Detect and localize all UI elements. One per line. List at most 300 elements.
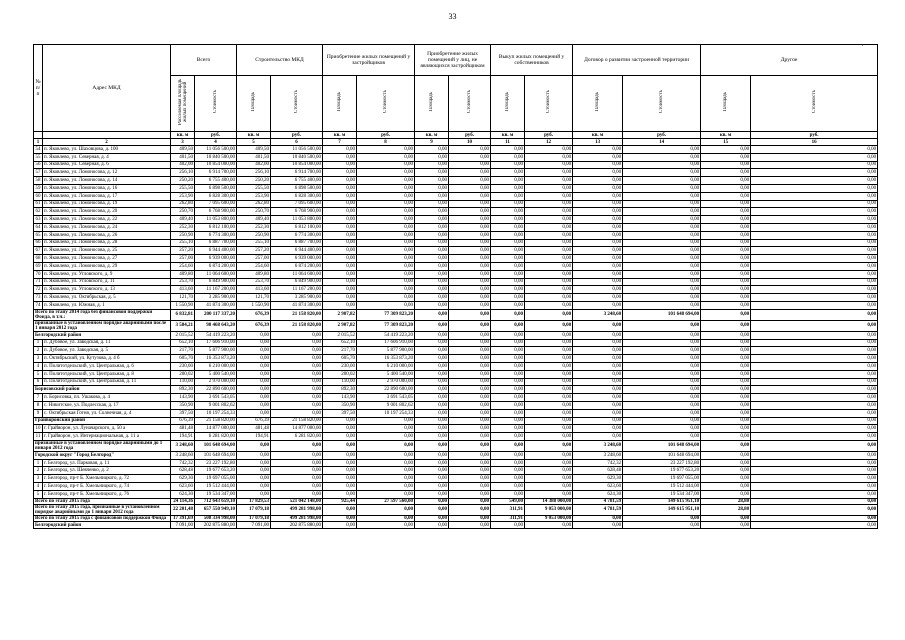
row-address: п. Яковлево, ул. Ломоносова, д. 27 [43, 255, 171, 263]
value-cell: 0,00 [525, 270, 573, 278]
row-label: Всего по этапу 2015 года с финансовой поддержкой Фонда [34, 515, 171, 521]
value-cell: 0,00 [525, 208, 573, 216]
value-cell: 0,00 [237, 347, 271, 355]
value-cell: 0,00 [623, 208, 701, 216]
table-row [34, 370, 878, 378]
value-cell: 19 512 444,00 [195, 483, 237, 491]
table-row [34, 153, 878, 161]
row-number: 72 [35, 287, 41, 293]
value-cell: 413,60 [171, 286, 195, 294]
value-cell: 350,90 [323, 401, 357, 409]
value-cell: 0,00 [449, 425, 491, 433]
row-number: 5 [34, 370, 43, 378]
value-cell: 0,00 [491, 301, 525, 309]
value-cell: 0,00 [701, 177, 751, 185]
value-cell: 0,00 [701, 425, 751, 433]
table-row [34, 401, 878, 409]
header-cost: Стоимость [357, 76, 415, 132]
value-cell: 0,00 [357, 286, 415, 294]
row-label: признанные в установленном порядке аварийными до 1 января 2012 года [34, 440, 171, 451]
value-cell: 0,00 [271, 401, 323, 409]
value-cell: 7 095 600,00 [271, 200, 323, 208]
row-label: Борисовский район [34, 386, 171, 394]
value-cell: 0,00 [415, 440, 449, 451]
value-cell: 2 970 000,00 [357, 378, 415, 386]
value-cell: 0,00 [449, 231, 491, 239]
value-cell: 0,00 [491, 192, 525, 200]
value-cell: 0,00 [573, 270, 623, 278]
value-cell: 19 677 653,20 [195, 467, 237, 475]
row-label: Грайворонский район [34, 417, 171, 425]
value-cell: 6 874 200,00 [195, 262, 237, 270]
value-cell: 19 534 347,00 [623, 490, 701, 498]
value-cell: 0,00 [573, 339, 623, 347]
value-cell: 676,39 [237, 309, 271, 320]
value-cell: 24 114,36 [171, 498, 195, 504]
value-cell: 0,00 [491, 223, 525, 231]
value-cell: 402,00 [237, 161, 271, 169]
value-cell: 0,00 [573, 169, 623, 177]
value-cell: 3 691 543,05 [195, 394, 237, 402]
value-cell: 0,00 [701, 409, 751, 417]
value-cell: 0,00 [491, 417, 525, 425]
value-cell: 23 227 192,80 [623, 459, 701, 467]
value-cell: 0,00 [573, 362, 623, 370]
value-cell: 6 210 000,00 [195, 362, 237, 370]
row-address: п. Яковлево, ул. Южная, д. 1 [43, 301, 171, 309]
value-cell: 0,00 [415, 247, 449, 255]
value-cell: 629,30 [171, 475, 195, 483]
value-cell: 14 877 000,00 [271, 425, 323, 433]
value-cell: 0,00 [751, 394, 878, 402]
value-cell: 0,00 [751, 247, 878, 255]
value-cell: 101 648 694,00 [623, 451, 701, 459]
value-cell: 0,00 [751, 239, 878, 247]
row-address: п. Дубовое, ул. Заводская, д. 5 [43, 347, 171, 355]
value-cell: 19 534 347,00 [195, 490, 237, 498]
row-number: 6 [34, 378, 43, 386]
value-cell: 0,00 [449, 169, 491, 177]
value-cell: 0,00 [415, 467, 449, 475]
value-cell: 0,00 [623, 433, 701, 441]
value-cell: 0,00 [491, 146, 525, 154]
value-cell: 54 419 223,20 [195, 331, 237, 339]
value-cell: 0,00 [751, 515, 878, 521]
header-cost: Стоимость [271, 76, 323, 132]
value-cell: 0,00 [271, 370, 323, 378]
page-mark: . [862, 42, 864, 48]
value-cell: 0,00 [525, 339, 573, 347]
value-cell: 6 812 100,00 [195, 223, 237, 231]
value-cell: 0,00 [415, 475, 449, 483]
column-number-cell: 6 [271, 139, 323, 146]
value-cell: 6 755 400,00 [195, 177, 237, 185]
value-cell: 624,30 [171, 490, 195, 498]
column-number-cell: 8 [357, 139, 415, 146]
value-cell: 499 281 998,00 [271, 504, 323, 515]
value-cell: 200,02 [171, 370, 195, 378]
value-cell: 0,00 [491, 459, 525, 467]
row-number: 61 [35, 201, 41, 207]
value-cell: 0,00 [357, 270, 415, 278]
value-cell: 6 914 700,00 [195, 169, 237, 177]
value-cell: 0,00 [449, 223, 491, 231]
value-cell: 0,00 [449, 498, 491, 504]
value-cell: 0,00 [751, 223, 878, 231]
value-cell: 0,00 [237, 355, 271, 363]
value-cell: 256,10 [237, 169, 271, 177]
value-cell: 0,00 [525, 386, 573, 394]
row-number: 67 [35, 248, 41, 254]
row-address: п. Борисовка, пл. Ушакова, д. 4 [43, 394, 171, 402]
value-cell: 521 042 148,00 [271, 498, 323, 504]
table-row [34, 394, 878, 402]
value-cell: 397,50 [323, 409, 357, 417]
value-cell: 143,90 [171, 394, 195, 402]
value-cell: 0,00 [357, 467, 415, 475]
value-cell: 0,00 [525, 169, 573, 177]
summary-row [34, 320, 878, 331]
value-cell: 0,00 [415, 331, 449, 339]
value-cell: 0,00 [491, 161, 525, 169]
row-number: 1 [34, 459, 43, 467]
table-row [34, 169, 878, 177]
value-cell: 0,00 [751, 270, 878, 278]
value-cell: 252,30 [237, 223, 271, 231]
value-cell: 0,00 [701, 483, 751, 491]
value-cell: 0,00 [323, 161, 357, 169]
value-cell: 0,00 [323, 146, 357, 154]
value-cell: 0,00 [271, 386, 323, 394]
value-cell: 499 281 998,00 [271, 515, 323, 521]
header-group-total: Всего [171, 45, 237, 76]
value-cell: 0,00 [525, 153, 573, 161]
value-cell: 250,70 [171, 208, 195, 216]
value-cell: 742,32 [573, 459, 623, 467]
value-cell: 23 227 192,80 [195, 459, 237, 467]
value-cell: 0,00 [237, 440, 271, 451]
row-number: 59 [35, 185, 41, 191]
value-cell: 0,00 [357, 451, 415, 459]
value-cell: 0,00 [357, 278, 415, 286]
value-cell: 549,00 [491, 498, 525, 504]
value-cell: 0,00 [449, 262, 491, 270]
value-cell: 19 697 055,00 [195, 475, 237, 483]
value-cell: 0,00 [751, 440, 878, 451]
resettlement-table [33, 44, 878, 529]
value-cell: 0,00 [323, 425, 357, 433]
table-row [34, 146, 878, 154]
value-cell: 712 643 659,10 [195, 498, 237, 504]
value-cell: 0,00 [525, 286, 573, 294]
value-cell: 254,60 [171, 262, 195, 270]
value-cell: 0,00 [525, 433, 573, 441]
value-cell: 253,70 [237, 278, 271, 286]
value-cell: 0,00 [525, 309, 573, 320]
value-cell: 4 781,59 [573, 498, 623, 504]
value-cell: 0,00 [271, 451, 323, 459]
value-cell: 0,00 [623, 216, 701, 224]
value-cell: 0,00 [449, 161, 491, 169]
value-cell: 0,00 [237, 370, 271, 378]
value-cell: 0,00 [525, 362, 573, 370]
value-cell: 629,30 [573, 475, 623, 483]
value-cell: 9 053 000,00 [525, 515, 573, 521]
row-address: п. Яковлево, ул. Ломоносова, д. 29 [43, 262, 171, 270]
value-cell: 0,00 [237, 475, 271, 483]
value-cell: 6 939 000,00 [271, 255, 323, 263]
value-cell: 0,00 [323, 475, 357, 483]
value-cell: 17 829,53 [237, 498, 271, 504]
value-cell: 149 615 951,10 [623, 504, 701, 515]
table-row [34, 247, 878, 255]
value-cell: 0,00 [573, 355, 623, 363]
row-address: п. Октябрьский, ул. Кутузова, д. 4 б [43, 355, 171, 363]
value-cell: 1 550,90 [171, 301, 195, 309]
value-cell: 0,00 [701, 440, 751, 451]
row-number: 65 [35, 232, 41, 238]
value-cell: 0,00 [449, 347, 491, 355]
value-cell: 676,39 [237, 320, 271, 331]
value-cell: 0,00 [573, 153, 623, 161]
value-cell: 0,00 [237, 394, 271, 402]
district-row [34, 521, 878, 529]
value-cell: 0,00 [623, 294, 701, 302]
value-cell: 0,00 [701, 270, 751, 278]
value-cell: 0,00 [415, 347, 449, 355]
value-cell: 0,00 [271, 394, 323, 402]
value-cell: 0,00 [271, 483, 323, 491]
value-cell: 0,00 [623, 146, 701, 154]
value-cell: 0,00 [449, 401, 491, 409]
value-cell: 262,80 [171, 200, 195, 208]
value-cell: 256,10 [171, 169, 195, 177]
value-cell: 0,00 [491, 394, 525, 402]
value-cell: 0,00 [525, 378, 573, 386]
value-cell: 0,00 [415, 223, 449, 231]
value-cell: 0,00 [573, 286, 623, 294]
value-cell: 397,50 [171, 409, 195, 417]
value-cell: 101 648 694,00 [195, 440, 237, 451]
table-row [34, 286, 878, 294]
value-cell: 0,00 [701, 370, 751, 378]
value-cell: 0,00 [623, 386, 701, 394]
value-cell: 0,00 [449, 362, 491, 370]
column-number-cell: 15 [701, 139, 751, 146]
value-cell: 11 056 500,00 [271, 146, 323, 154]
value-cell: 0,00 [623, 270, 701, 278]
value-cell: 5 400 540,00 [357, 370, 415, 378]
value-cell: 0,00 [357, 483, 415, 491]
value-cell: 0,00 [573, 370, 623, 378]
value-cell: 250,90 [171, 231, 195, 239]
row-number: 4 [34, 362, 43, 370]
value-cell: 0,00 [573, 386, 623, 394]
value-cell: 652,10 [171, 339, 195, 347]
row-address: г. Белгород, пр-т Б. Хмельницкого, д. 76 [43, 490, 171, 498]
value-cell: 21 158 820,00 [271, 417, 323, 425]
value-cell: 0,00 [751, 294, 878, 302]
value-cell: 202 875 880,00 [271, 521, 323, 529]
value-cell: 0,00 [751, 355, 878, 363]
value-cell: 6 914 700,00 [271, 169, 323, 177]
value-cell: 6 832,81 [171, 309, 195, 320]
value-cell: 121,70 [237, 294, 271, 302]
value-cell: 0,00 [449, 309, 491, 320]
value-cell: 0,00 [449, 216, 491, 224]
unit-cell: руб. [449, 132, 491, 139]
value-cell: 0,00 [751, 177, 878, 185]
value-cell: 194,91 [237, 433, 271, 441]
value-cell: 605,70 [171, 355, 195, 363]
row-label: Всего по этапу 2014 года без финансовой поддержки Фонда, в т.ч.: [34, 309, 171, 320]
value-cell: 0,00 [449, 417, 491, 425]
value-cell: 0,00 [323, 192, 357, 200]
value-cell: 0,00 [323, 153, 357, 161]
table-row [34, 467, 878, 475]
value-cell: 0,00 [525, 417, 573, 425]
value-cell: 0,00 [357, 169, 415, 177]
value-cell: 0,00 [323, 270, 357, 278]
value-cell: 257,00 [237, 255, 271, 263]
value-cell: 0,00 [357, 200, 415, 208]
value-cell: 0,00 [701, 475, 751, 483]
value-cell: 0,00 [525, 294, 573, 302]
value-cell: 0,00 [491, 177, 525, 185]
value-cell: 0,00 [573, 378, 623, 386]
row-address: п. Яковлево, ул. Октябрьская, д. 5 [43, 294, 171, 302]
unit-cell: кв. м [323, 132, 357, 139]
value-cell: 14 388 000,00 [525, 498, 573, 504]
value-cell: 0,00 [701, 521, 751, 529]
value-cell: 0,00 [751, 521, 878, 529]
value-cell: 110,00 [171, 378, 195, 386]
value-cell: 0,00 [449, 247, 491, 255]
value-cell: 19 512 444,00 [623, 483, 701, 491]
value-cell: 0,00 [525, 192, 573, 200]
value-cell: 0,00 [323, 231, 357, 239]
value-cell: 0,00 [491, 378, 525, 386]
value-cell: 0,00 [491, 286, 525, 294]
value-cell: 0,00 [525, 347, 573, 355]
row-number: 11 [34, 433, 43, 441]
unit-cell: руб. [357, 132, 415, 139]
value-cell: 0,00 [491, 521, 525, 529]
value-cell: 0,00 [237, 331, 271, 339]
value-cell: 0,00 [415, 355, 449, 363]
value-cell: 0,00 [525, 239, 573, 247]
value-cell: 0,00 [525, 331, 573, 339]
value-cell: 0,00 [271, 459, 323, 467]
table-row [34, 239, 878, 247]
column-number-cell: 12 [525, 139, 573, 146]
value-cell: 11 167 200,00 [271, 286, 323, 294]
table-row [34, 262, 878, 270]
value-cell: 0,00 [525, 231, 573, 239]
header-group-buy-nondev: Приобретение жилых помещений у лиц, не являющихся застройщиком [415, 45, 491, 76]
value-cell: 676,39 [237, 417, 271, 425]
value-cell: 6 939 000,00 [195, 255, 237, 263]
unit-cell: руб. [525, 132, 573, 139]
header-area: Площадь [701, 76, 751, 132]
value-cell: 217,70 [323, 347, 357, 355]
value-cell: 0,00 [415, 339, 449, 347]
value-cell: 0,00 [415, 362, 449, 370]
value-cell: 3 248,60 [171, 451, 195, 459]
value-cell: 0,00 [415, 394, 449, 402]
value-cell: 11 064 600,00 [271, 270, 323, 278]
value-cell: 0,00 [491, 409, 525, 417]
table-row [34, 177, 878, 185]
value-cell: 0,00 [415, 483, 449, 491]
row-address: п. Яковлево, ул. Ломоносова, д. 16 [43, 184, 171, 192]
value-cell: 194,91 [171, 433, 195, 441]
value-cell: 2 907,82 [323, 309, 357, 320]
value-cell: 6 812 100,00 [271, 223, 323, 231]
value-cell: 6 828 300,00 [195, 192, 237, 200]
value-cell: 409,50 [237, 146, 271, 154]
value-cell: 409,40 [237, 216, 271, 224]
value-cell: 0,00 [623, 355, 701, 363]
value-cell: 892,30 [171, 386, 195, 394]
page-number: 33 [448, 12, 457, 21]
value-cell: 0,00 [415, 184, 449, 192]
value-cell: 101 648 694,00 [623, 309, 701, 320]
value-cell: 0,00 [525, 355, 573, 363]
value-cell: 0,00 [573, 177, 623, 185]
value-cell: 6 874 200,00 [271, 262, 323, 270]
value-cell: 0,00 [271, 409, 323, 417]
value-cell: 28,80 [701, 498, 751, 504]
value-cell: 0,00 [415, 146, 449, 154]
value-cell: 0,00 [271, 347, 323, 355]
value-cell: 0,00 [573, 433, 623, 441]
value-cell: 0,00 [449, 146, 491, 154]
value-cell: 0,00 [237, 490, 271, 498]
value-cell: 0,00 [323, 255, 357, 263]
table-row [34, 355, 878, 363]
value-cell: 0,00 [415, 239, 449, 247]
value-cell: 0,00 [449, 483, 491, 491]
value-cell: 0,00 [323, 200, 357, 208]
value-cell: 0,00 [449, 153, 491, 161]
table-row [34, 475, 878, 483]
value-cell: 0,00 [751, 301, 878, 309]
table-row [34, 301, 878, 309]
table-row [34, 294, 878, 302]
value-cell: 0,00 [449, 433, 491, 441]
value-cell: 0,00 [491, 355, 525, 363]
value-cell: 0,00 [525, 459, 573, 467]
value-cell: 0,00 [449, 475, 491, 483]
value-cell: 0,00 [415, 417, 449, 425]
header-area: Площадь [415, 76, 449, 132]
row-number: 2 [34, 467, 43, 475]
value-cell: 0,00 [525, 184, 573, 192]
value-cell: 0,00 [573, 208, 623, 216]
value-cell: 0,00 [491, 467, 525, 475]
value-cell: 0,00 [491, 262, 525, 270]
value-cell: 0,00 [623, 370, 701, 378]
value-cell: 0,00 [323, 490, 357, 498]
value-cell: 0,00 [491, 386, 525, 394]
summary-row [34, 309, 878, 320]
value-cell: 0,00 [751, 504, 878, 515]
value-cell: 481,48 [237, 425, 271, 433]
value-cell: 255,50 [171, 184, 195, 192]
value-cell: 0,00 [323, 177, 357, 185]
value-cell: 6 768 900,00 [195, 208, 237, 216]
